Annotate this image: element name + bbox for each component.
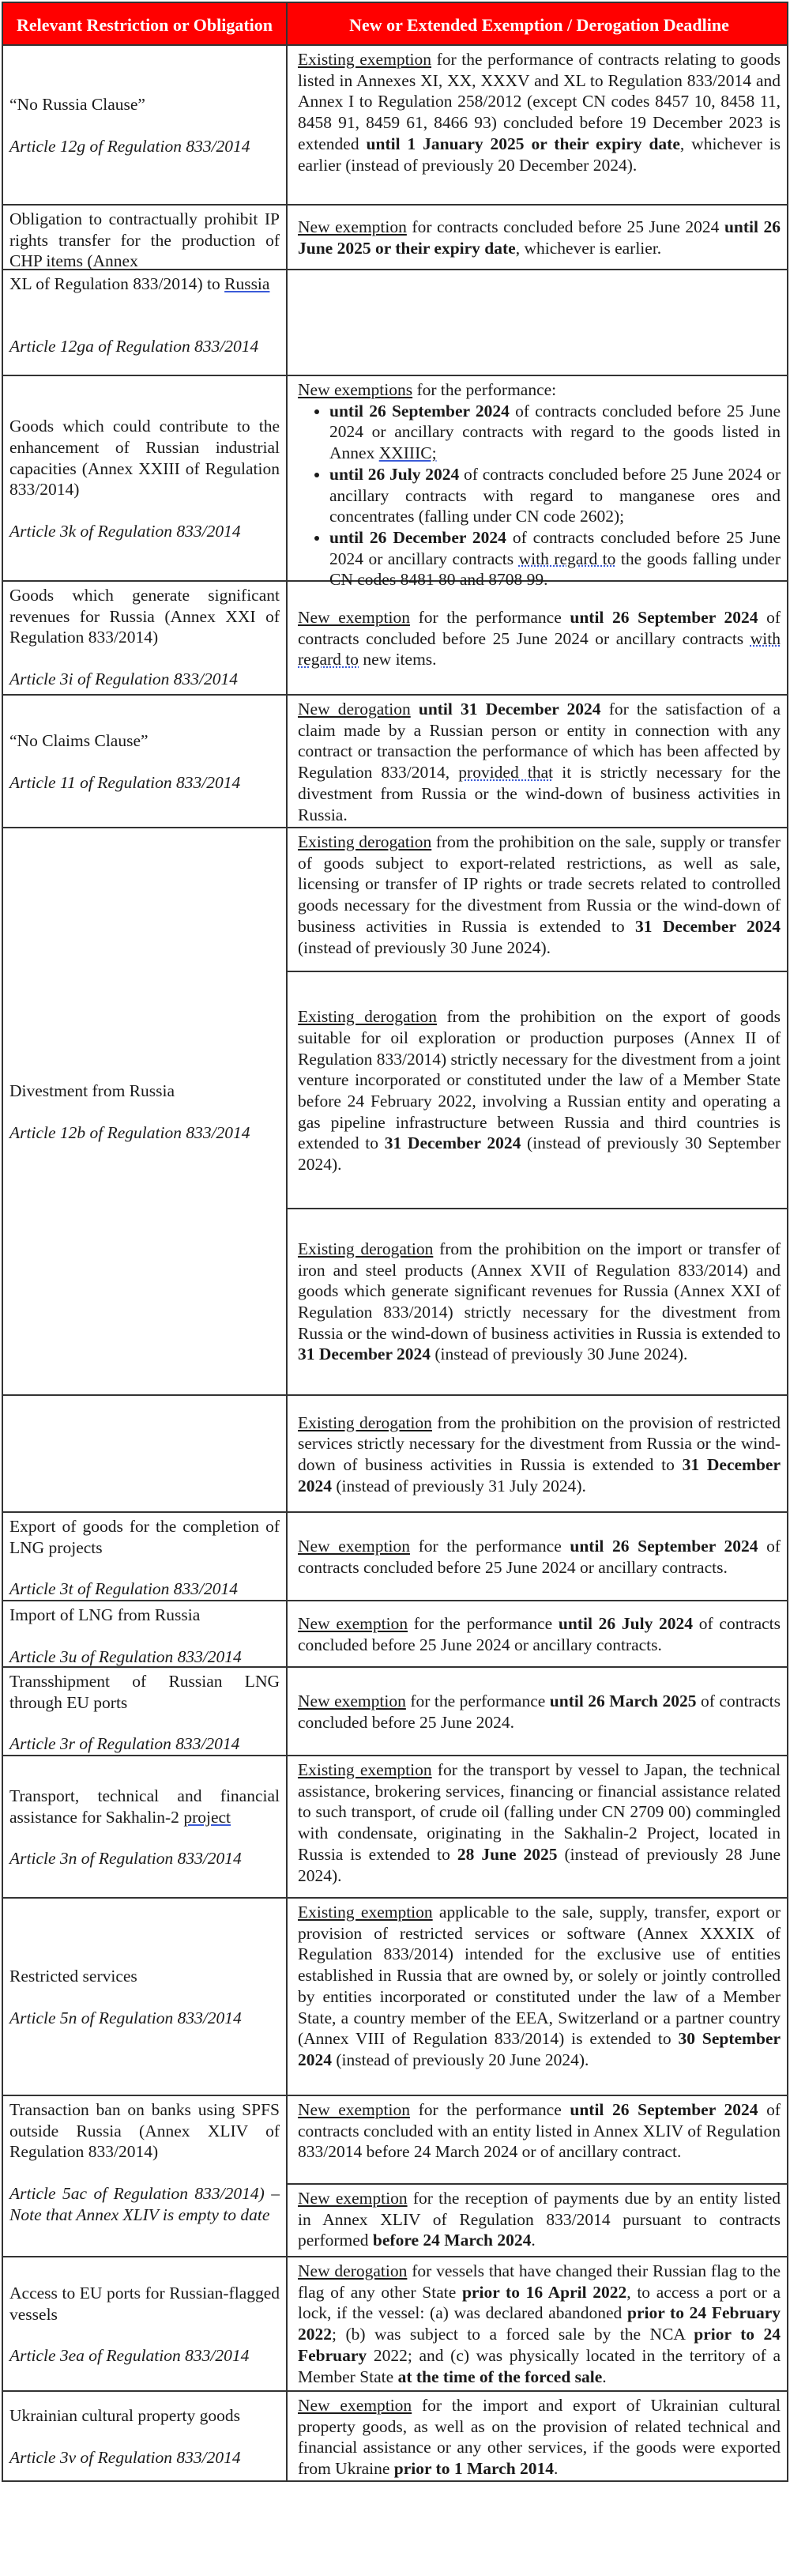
table-row [2,1513,788,1601]
deadline-cell [288,206,787,269]
article-ref: Article 3ea of Regulation 833/2014 [9,2346,250,2366]
entry-text: , to access a port or a lock, if the vessel: (a) was declared abandoned [298,2282,781,2323]
entry-text: for contracts concluded before 25 June 2024 [406,217,724,236]
restriction-title: Import of LNG from Russia [9,1605,201,1624]
table-row [2,1756,788,1899]
restriction-title: “No Russia Clause” [9,95,145,115]
deadline-cell [288,1513,787,1600]
restriction-title: Transport, technical and financial assistance for Sakhalin-2 [9,1786,280,1827]
entry-text: of contracts concluded before 25 June 2024. [298,1692,781,1732]
deadline-date: until 26 September 2024 [329,401,510,421]
entry-text: , whichever is earlier. [515,238,662,258]
restriction-title: Goods which generate significant revenues for Russia (Annex XXI of Regulation 833/2014) [9,586,280,647]
deadline-subcell [288,828,787,972]
table-row [2,2392,788,2482]
entry-lead: New exemption [298,2396,412,2415]
deadline-subcell [288,972,787,1209]
entry-text: of contracts concluded before 25 June 2024 or ancillary contracts. [298,1614,781,1654]
entry-text: for the performance of contracts relating to goods listed in Annexes XI, XX, XXXV and XL to Regulation 833/2014 and Annex I to Regulation 258/2012 (except CN codes 8457 10, 8458 11, 8458 91, 8459 61, 8466 93) concluded before 19 December 2023 is extended [298,50,781,153]
entry-text: for the transport by vessel to Japan, the technical assistance, brokering services, financing or financial assistance related to such transport, of crude oil (falling under CN 2709 00) commingled with condensate, originating in the Sakhalin-2 Project, located in Russia is extended to [298,1760,781,1864]
entry-lead: New exemptions [298,380,413,399]
entry-lead: Existing derogation [298,1239,434,1258]
deadline-date: until 26 September 2024 [570,1537,758,1556]
deadline-date: at the time of the forced sale [397,2367,603,2386]
article-ref: Article 3u of Regulation 833/2014 [9,1646,242,1666]
table-row [2,582,788,696]
article-ref: Article 3r of Regulation 833/2014 [9,1734,240,1754]
grammar-suggestion[interactable]: with regard to [298,628,781,669]
deadline-date: 31 December 2024 [634,916,781,936]
entry-lead: New exemption [298,607,410,627]
deadline-cell-group [288,828,787,1394]
deadline-date: 31 December 2024 [298,1345,431,1364]
entry-text: for the performance [405,1692,550,1711]
entry-text: of contracts concluded before 25 June 2024 or ancillary contracts [298,607,781,648]
entry-text: of contracts concluded before 25 June 2024 or ancillary contracts [329,527,781,568]
entry-lead: Existing derogation [298,832,432,851]
deadline-cell [288,582,787,694]
exemption-list [298,401,781,590]
article-ref: Article 12ga of Regulation 833/2014 [9,336,259,356]
table-row [2,376,788,590]
deadline-date: until 26 July 2024 [329,464,460,484]
header-deadline: New or Extended Exemption / Derogation Deadline [349,14,729,35]
deadline-date: prior to 24 February 2022 [298,2303,781,2344]
entry-text: of contracts concluded with an entity listed in Annex XLIV of Regulation 833/2014 before 24 March 2024 or of ancillary contract. [298,2100,781,2162]
entry-text: 2022; and (c) was physically located in the territory of a Member State [298,2345,781,2386]
entry-lead: Existing derogation [298,1412,432,1432]
deadline-date: prior to 1 March 2014 [393,2459,555,2479]
restriction-cell [3,1756,288,1897]
deadline-cell [288,2392,787,2480]
entry-text: of contracts concluded before 25 June 2024 or ancillary contracts. [298,1537,781,1577]
entry-text: for the performance [409,607,570,627]
entry-text: for the performance [409,2100,570,2119]
entry-text: for the satisfaction of a claim made by a Russian person or entity in connection with any contract or transaction the performance of which has been affected by Regulation 833/2014, [298,700,781,783]
entry-text: for the performance [409,1537,570,1556]
entry-text: from the prohibition on the provision of restricted services strictly necessary for the divestment from Russia or the wind-down of business activities in Russia is extended to [298,1412,781,1474]
entry-text: it is strictly necessary for the divestment from Russia or the wind-down of business activities in Russia. [298,763,781,824]
header-restriction: Relevant Restriction or Obligation [3,3,288,44]
deadline-date: until 26 March 2025 [549,1692,697,1711]
entry-text: (instead of previously 20 June 2024). [332,2050,589,2069]
deadline-cell [288,1601,787,1666]
entry-text: for vessels that have changed their Russian flag to the flag of any other State [298,2261,781,2302]
deadline-cell [288,1899,787,2095]
entry-text: from the prohibition on the import or transfer of iron and steel products (Annex XVII of Regulation 833/2014) and goods which generate significant revenues for Russia (Annex XXI of Regulation 833/2014) strictly necessary for the divestment from Russia or the wind-down of business activities in Russia is extended to [298,1239,781,1343]
table-header [2,2,788,46]
deadline-cell [288,1756,787,1897]
entry-text: applicable to the sale, supply, transfer, export or provision of restricted services or software (Annex XXXIX of Regulation 833/2014) intended for the exclusive use of entities established in Russia that are owned by, or solely or jointly controlled by entities incorporated or constituted under the law of a Member State, a country member of the EEA, Switzerland or a partner country (Annex VIII of Regulation 833/2014) is extended to [298,1903,781,2049]
list-item [329,527,781,590]
entry-lead: New exemption [298,2189,408,2208]
deadline-date: before 24 March 2024 [372,2231,532,2250]
entry-text: (instead of previously 31 July 2024). [332,1476,586,1495]
restriction-title: Transaction ban on banks using SPFS outside Russia (Annex XLIV of Regulation 833/2014) [9,2100,280,2162]
deadline-cell-group [288,2096,787,2256]
deadline-date: until 26 December 2024 [329,527,506,547]
article-ref: Article 3n of Regulation 833/2014 [9,1849,242,1869]
deadline-cell [288,1396,787,1511]
deadline-date: until 26 July 2024 [558,1614,694,1634]
deadline-cell [288,376,787,590]
restriction-cell [3,376,288,580]
annex-link[interactable]: XXIIIC; [378,443,437,463]
entry-text: for the reception of payments due by an entity listed in Annex XLIV of Regulation 833/2014 pursuant to contracts performed [298,2189,781,2250]
deadline-date: prior to 24 February [298,2325,781,2365]
entry-lead: New derogation [298,700,411,718]
entry-text: (instead of previously 30 September 2024). [298,1133,781,1175]
restriction-cell [3,1601,288,1666]
entry-text: . [554,2459,559,2479]
table-row [2,270,788,376]
grammar-suggestion[interactable]: provided that [458,763,554,783]
restriction-cell [3,1899,288,2095]
deadline-date: 31 December 2024 [384,1133,521,1153]
list-item [329,401,781,464]
entry-text: of contracts concluded before 25 June 2024 or ancillary contracts with regard to the goods listed in Annex [329,401,781,463]
deadline-date: until 26 September 2024 [570,2100,758,2119]
article-ref: Article 3i of Regulation 833/2014 [9,669,239,689]
entry-lead: New exemption [298,2100,410,2119]
entry-text: . [602,2367,607,2386]
entry-lead: New derogation [298,2261,408,2280]
article-ref: Article 5n of Regulation 833/2014 [9,2008,242,2027]
entry-text: , whichever is earlier (instead of previously 20 December 2024). [298,134,781,175]
entry-lead: Existing derogation [298,1007,438,1027]
table-row [2,46,788,206]
article-ref: Article 12g of Regulation 833/2014 [9,137,250,156]
restriction-cell [3,1513,288,1600]
restriction-cell [3,1396,288,1511]
restriction-title: Goods which could contribute to the enhancement of Russian industrial capacities (Annex XXIII of Regulation 833/2014) [9,417,280,500]
entry-text: of contracts concluded before 25 June 2024 or ancillary contracts with regard to manganese ores and concentrates (falling under CN code 2602); [329,464,781,526]
restriction-cell [3,828,288,1394]
restriction-title: Restricted services [9,1967,137,1986]
entry-text: (instead of previously 30 June 2024). [430,1345,688,1364]
deadline-subcell [288,2096,787,2185]
restriction-title: Export of goods for the completion of LNG projects [9,1517,280,1557]
restriction-cell [3,2257,288,2390]
deadline-date: 28 June 2025 [457,1844,558,1864]
deadline-date: prior to 16 April 2022 [461,2282,627,2302]
entry-text: for the performance: [412,380,557,399]
restriction-cell [3,1668,288,1755]
table-row [2,2257,788,2392]
entry-text: for the import and export of Ukrainian cultural property goods, as well as on the provision of related technical and financial assistance or any other services, if the goods were exported from Ukraine [298,2396,781,2479]
entry-text: the goods falling under CN codes 8481 80 and 8708 99. [329,549,781,590]
restriction-title: Ukrainian cultural property goods [9,2406,240,2426]
deadline-date: until 1 January 2025 or their expiry date [366,134,680,153]
deadline-cell [288,1668,787,1755]
deadline-date: until 26 September 2024 [570,607,758,627]
deadline-date: until 31 December 2024 [418,700,601,718]
restriction-cell [3,696,288,827]
deadline-date: 30 September 2024 [298,2029,781,2069]
entry-lead: Existing exemption [298,50,432,69]
restriction-cell [3,270,288,375]
deadline-cell [288,46,787,204]
table-row [2,206,788,270]
table-row [2,1899,788,2096]
entry-lead: Existing exemption [298,1760,432,1779]
table-row [2,1396,788,1513]
restriction-cell [3,2392,288,2480]
table-row [2,828,788,1396]
table-row [2,1668,788,1756]
restriction-title: Obligation to contractually prohibit IP rights transfer for the production of CHP items (Annex [9,209,280,271]
deadline-cell [288,2257,787,2390]
grammar-suggestion[interactable]: with regard to [518,549,616,568]
entry-text: (instead of previously 28 June 2024). [298,1844,781,1885]
list-item [329,464,781,527]
table-row [2,2096,788,2257]
restriction-link[interactable]: project [183,1807,231,1827]
article-ref: Article 3k of Regulation 833/2014 [9,522,241,541]
article-ref: Article 5ac of Regulation 833/2014) – Note that Annex XLIV is empty to date [9,2184,280,2224]
restriction-link[interactable]: Russia [224,274,270,293]
restriction-title: Transshipment of Russian LNG through EU ports [9,1672,280,1712]
article-ref: Article 12b of Regulation 833/2014 [9,1123,250,1142]
entry-lead: New exemption [298,217,407,236]
entry-text: from the prohibition on the sale, supply or transfer of goods subject to export-related restrictions, as well as sale, licensing or transfer of IP rights or trade secrets related to controlled goods necessary for the divestment from Russia or the wind-down of business activities in Russia is extended to [298,832,781,936]
restriction-title: “No Claims Clause” [9,731,149,751]
entry-text: for the performance [408,1614,559,1634]
entry-text: new items. [359,650,437,669]
restriction-title: Divestment from Russia [9,1081,175,1101]
article-ref: Article 11 of Regulation 833/2014 [9,773,241,792]
entry-text: . [531,2231,536,2250]
entry-text: ; (b) was subject to a forced sale by the NCA [332,2325,694,2344]
entry-text: from the prohibition on the export of goods suitable for oil exploration or production purposes (Annex II of Regulation 833/2014) strictly necessary for the divestment from a joint venture incorporated or constituted under the law of a Member State before 24 February 2022, involving a Russian entity and operating a gas pipeline infrastructure between Russia and third countries is extended to [298,1007,781,1153]
entry-text: (instead of previously 30 June 2024). [298,937,551,957]
deadline-date: until 26 June 2025 or their expiry date [298,217,781,258]
entry-lead: Existing exemption [298,1903,433,1922]
restriction-title: XL of Regulation 833/2014) to [9,274,225,293]
restriction-cell [3,46,288,204]
deadline-subcell [288,2185,787,2256]
exemptions-table [2,2,788,2482]
entry-lead: New exemption [298,1614,408,1634]
restriction-cell [3,206,288,269]
article-ref: Article 3t of Regulation 833/2014 [9,1579,239,1599]
table-row [2,1601,788,1668]
entry-lead: New exemption [298,1692,406,1711]
restriction-cell [3,2096,288,2256]
table-row [2,696,788,828]
deadline-date: 31 December 2024 [298,1455,781,1495]
deadline-subcell [288,1209,787,1393]
entry-lead: New exemption [298,1537,410,1556]
restriction-cell [3,582,288,694]
deadline-cell [288,270,787,375]
restriction-title: Access to EU ports for Russian-flagged vessels [9,2283,280,2324]
entry-text [411,700,419,718]
article-ref: Article 3v of Regulation 833/2014 [9,2448,241,2467]
deadline-cell [288,696,787,827]
